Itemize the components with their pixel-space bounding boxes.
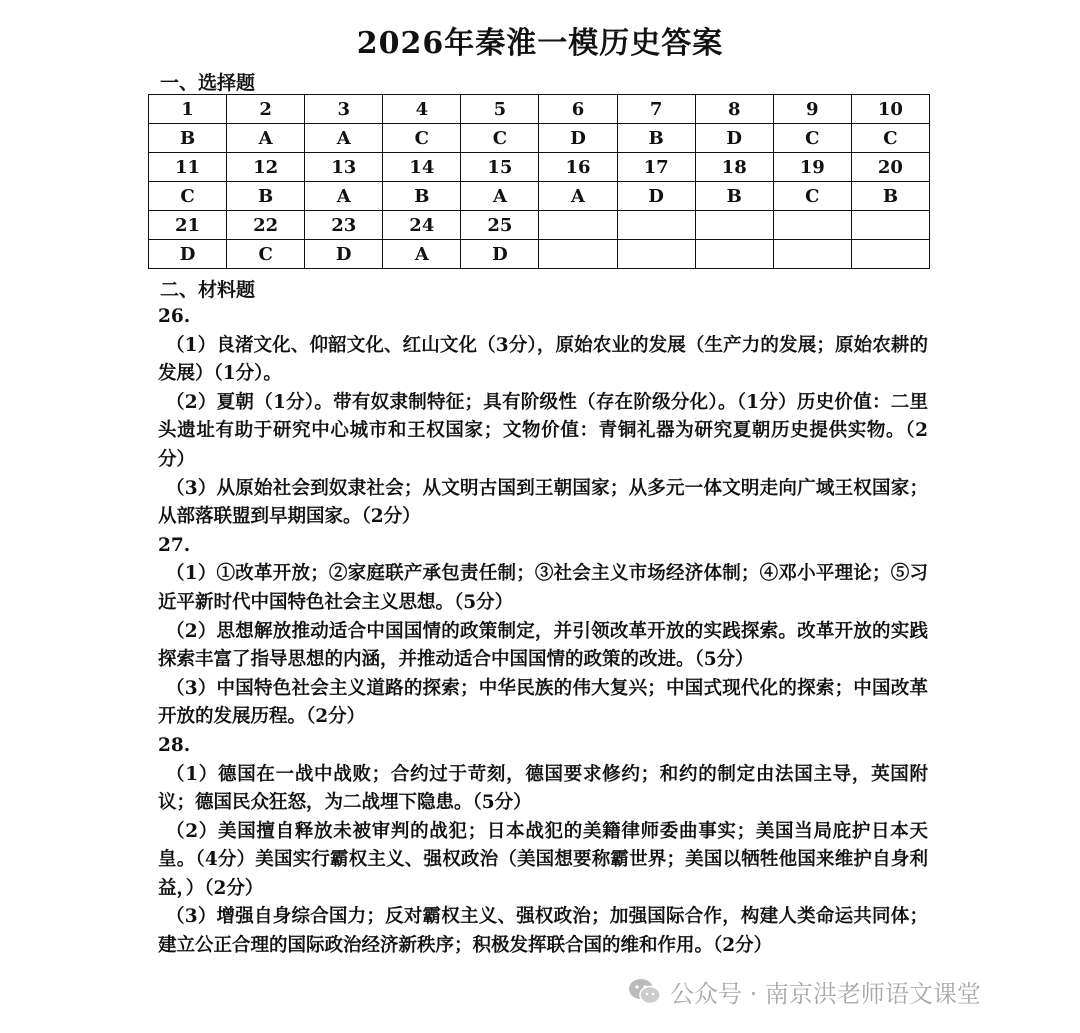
question-number-cell: 22 [227,211,305,240]
question-number: 26. [158,306,191,327]
question-number-cell: 6 [539,95,617,124]
question-number: 28. [158,734,191,756]
question-number-cell: 7 [617,95,695,124]
material-answers [158,303,928,961]
answer-cell: D [149,240,227,269]
question-number-cell: 19 [773,153,851,182]
answer-cell: D [539,124,617,153]
answer-row [149,124,930,153]
page-title: 2026年秦淮一模历史答案 [356,26,724,61]
answer-paragraph: （2）思想解放推动适合中国国情的政策制定，并引领改革开放的实践探索。改革开放的实践探索丰富了指导思想的内涵，并推动适合中国国情的政策的改进。（5分） [158,620,928,671]
question-number-cell: 14 [383,153,461,182]
answer-row [149,182,930,211]
question-number-cell: 5 [461,95,539,124]
answer-cell [851,240,929,269]
answer-cell: A [305,182,383,211]
answer-cell [695,240,773,269]
answer-paragraph: （3）从原始社会到奴隶社会；从文明古国到王朝国家；从多元一体文明走向广域王权国家；从部落联盟到早期国家。（2分） [158,477,928,528]
question-number: 27. [158,534,191,556]
question-number-cell: 8 [695,95,773,124]
answer-cell: C [773,124,851,153]
question-number-cell: 10 [851,95,929,124]
answer-paragraph: （1）①改革开放；②家庭联产承包责任制；③社会主义市场经济体制；④邓小平理论；⑤习近平新时代中国特色社会主义思想。（5分） [158,563,928,613]
answer-paragraph: （1）良渚文化、仰韶文化、红山文化（3分），原始农业的发展（生产力的发展；原始农耕的发展）（1分）。 [158,334,928,385]
answer-cell: D [461,240,539,269]
answer-cell: B [149,124,227,153]
watermark-text: 公众号 · 南京洪老师语文课堂 [670,980,981,1008]
question-number-cell: 25 [461,211,539,240]
wechat-icon [628,977,662,1007]
answer-cell [539,240,617,269]
question-number-row [149,153,930,182]
question-number-cell [773,211,851,240]
answer-paragraph: （3）中国特色社会主义道路的探索；中华民族的伟大复兴；中国式现代化的探索；中国改革开放的发展历程。（2分） [158,677,928,728]
answer-cell: B [227,182,305,211]
answer-cell: C [227,240,305,269]
question-number-cell: 4 [383,95,461,124]
answer-cell [773,240,851,269]
question-number-cell: 21 [149,211,227,240]
question-number-cell: 23 [305,211,383,240]
question-number-cell [695,211,773,240]
answer-cell: D [617,182,695,211]
answer-cell: A [305,124,383,153]
answer-cell: C [149,182,227,211]
section-heading-material: 二、材料题 [160,279,256,301]
question-number-cell [851,211,929,240]
question-number-cell: 18 [695,153,773,182]
question-number-cell: 24 [383,211,461,240]
watermark [628,974,981,1009]
answer-cell: C [383,124,461,153]
section-heading-choice: 一、选择题 [160,72,256,94]
answer-table [148,94,930,269]
answer-paragraph: （1）德国在一战中战败；合约过于苛刻，德国要求修约；和约的制定由法国主导，英国附议；德国民众狂怒，为二战埋下隐患。（5分） [158,763,928,814]
question-number-cell: 13 [305,153,383,182]
answer-row [149,240,930,269]
question-number-cell [617,211,695,240]
question-number-row [149,95,930,124]
answer-cell: A [539,182,617,211]
question-number-cell: 1 [149,95,227,124]
question-number-cell [539,211,617,240]
answer-cell: A [227,124,305,153]
question-number-cell: 2 [227,95,305,124]
answer-cell: B [617,124,695,153]
answer-cell: A [383,240,461,269]
answer-cell: D [695,124,773,153]
answer-cell: C [461,124,539,153]
question-number-cell: 15 [461,153,539,182]
question-number-cell: 9 [773,95,851,124]
answer-cell: C [773,182,851,211]
answer-cell: C [851,124,929,153]
answer-cell: B [851,182,929,211]
answer-paragraph: （2）夏朝（1分）。带有奴隶制特征；具有阶级性（存在阶级分化）。（1分）历史价值：二里头遗址有助于研究中心城市和王权国家；文物价值：青铜礼器为研究夏朝历史提供实物。（2分） [158,391,928,470]
answer-cell [617,240,695,269]
answer-paragraph: （3）增强自身综合国力；反对霸权主义、强权政治；加强国际合作，构建人类命运共同体；建立公正合理的国际政治经济新秩序；积极发挥联合国的维和作用。（2分） [158,906,928,957]
question-number-cell: 17 [617,153,695,182]
question-number-cell: 20 [851,153,929,182]
answer-cell: A [461,182,539,211]
question-number-cell: 3 [305,95,383,124]
answer-paragraph: （2）美国擅自释放未被审判的战犯；日本战犯的美籍律师委曲事实；美国当局庇护日本天皇。（4分）美国实行霸权主义、强权政治（美国想要称霸世界；美国以牺牲他国来维护自身利益，）（2分） [158,820,928,899]
question-number-cell: 12 [227,153,305,182]
answer-cell: B [383,182,461,211]
question-number-cell: 11 [149,153,227,182]
answer-cell: B [695,182,773,211]
answer-cell: D [305,240,383,269]
question-number-row [149,211,930,240]
question-number-cell: 16 [539,153,617,182]
